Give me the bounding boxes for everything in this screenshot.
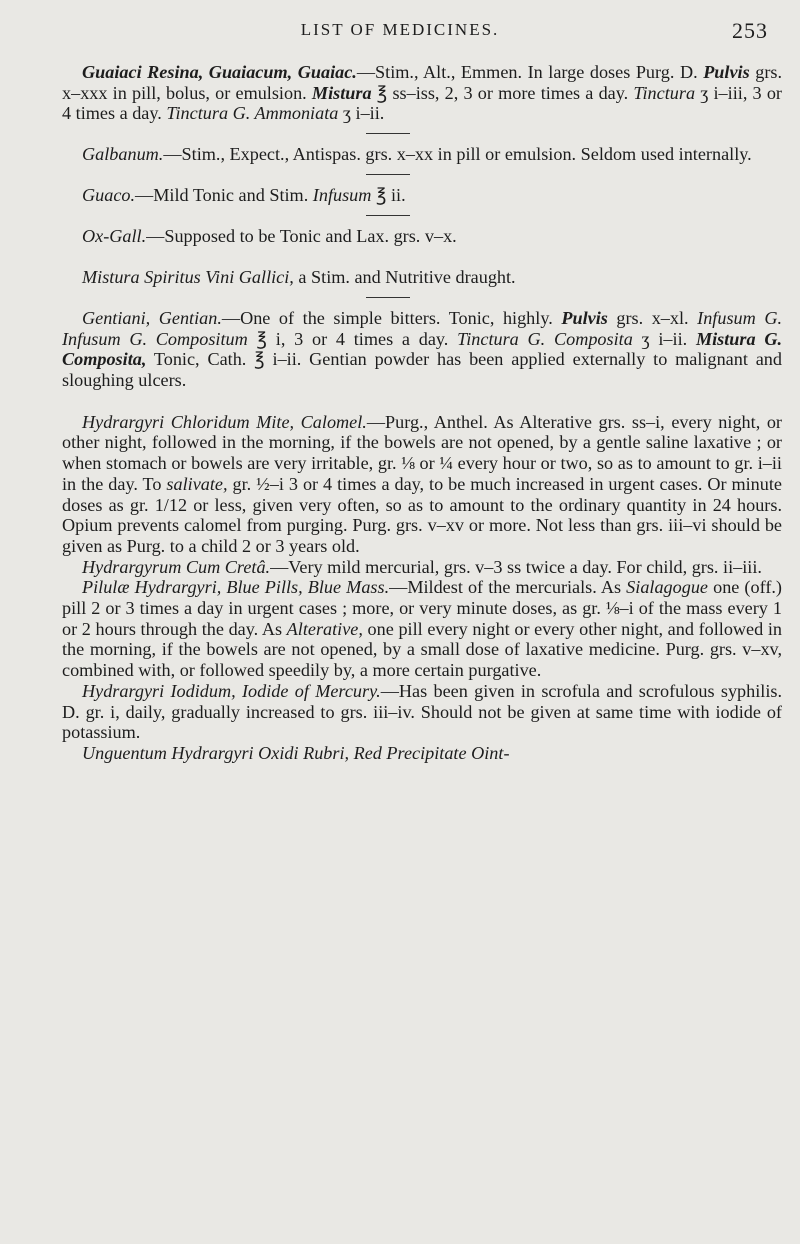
running-title: LIST OF MEDICINES. bbox=[300, 20, 500, 39]
section-divider bbox=[366, 297, 410, 298]
entry-iodide: Hydrargyri Iodidum, Iodide of Mercury.—Has been given in scrofula and scrofulous syphilis. D. gr. i, daily, gradually increased to grs. iii–iv. Should not be given at same time with iodide of potassium. bbox=[62, 680, 783, 743]
entry-title: Gentiani, Gentian. bbox=[82, 307, 222, 328]
section-divider bbox=[366, 133, 410, 134]
entry-title: Guaco. bbox=[82, 184, 136, 205]
entry-title: Hydrargyri Chloridum Mite, Calomel. bbox=[82, 411, 367, 432]
entry-galbanum: Galbanum.—Stim., Expect., Antispas. grs. x–xx in pill or emulsion. Seldom used internally. bbox=[82, 144, 752, 165]
entry-guaiac: Guaiaci Resina, Guaiacum, Guaiac.—Stim., Alt., Emmen. In large doses Purg. D. Pulvis grs. x–xxx in pill, bolus, or emulsion. Mistura ℥ ss–iss, 2, 3 or more times a day. Tinctura ʒ i–iii, 3 or 4 times a day. Tinctura G. Ammoniata ʒ i–ii. bbox=[62, 62, 782, 124]
entry-calomel: Hydrargyri Chloridum Mite, Calomel.—Purg., Anthel. As Alterative grs. ss–i, every night, or other night, followed in the morning, if the bowels are not opened, by a gentle saline laxative ; or when stomach or bowels are very irritable, gr. ⅛ or ¼ every hour or two, so as to amount to gr. i–ii in the day. To salivate, gr. ½–i 3 or 4 times a day, to be much increased in urgent cases. Or minute doses as gr. 1/12 or less, given very often, so as to amount to the ordinary quantity in 24 hours. Opium prevents calomel from purging. Purg. grs. v–xv or more. Not less than grs. iii–vi should be given as Purg. to a child 2 or 3 years old. bbox=[62, 411, 782, 556]
entry-creta: Hydrargyrum Cum Cretâ.—Very mild mercurial, grs. v–3 ss twice a day. For child, grs. ii–iii. bbox=[82, 556, 762, 577]
entry-oxgall: Ox-Gall.—Supposed to be Tonic and Lax. grs. v–x. bbox=[82, 225, 457, 246]
entry-mistura-spiritus: Mistura Spiritus Vini Gallici, a Stim. and Nutritive draught. bbox=[82, 267, 516, 288]
spacer bbox=[62, 246, 782, 267]
entry-title: Hydrargyri Iodidum, Iodide of Mercury. bbox=[82, 680, 381, 701]
section-divider bbox=[366, 215, 410, 216]
entry-title: Guaiaci Resina, Guaiacum, Guaiac. bbox=[82, 62, 357, 82]
section-divider bbox=[366, 174, 410, 175]
entry-gentian: Gentiani, Gentian.—One of the simple bitters. Tonic, highly. Pulvis grs. x–xl. Infusum G. Infusum G. Compositum ℥ i, 3 or 4 times a day. Tinctura G. Composita ʒ i–ii. Mistura G. Composita, Tonic, Cath. ℥ i–ii. Gentian powder has been applied externally to malignant and sloughing ulcers. bbox=[62, 307, 783, 391]
entry-title: Ox-Gall. bbox=[82, 225, 147, 246]
page-number: 253 bbox=[732, 18, 768, 43]
entry-title: Unguentum Hydrargyri Oxidi Rubri, Red Precipitate Oint- bbox=[82, 742, 510, 763]
entry-title: Galbanum. bbox=[82, 144, 164, 165]
page-header bbox=[0, 18, 800, 48]
entry-title: Hydrargyrum Cum Cretâ. bbox=[82, 556, 271, 577]
spacer bbox=[62, 391, 782, 412]
entry-unguentum bbox=[62, 743, 782, 764]
page-body bbox=[62, 62, 782, 764]
entry-title: Pilulæ Hydrargyri, Blue Pills, Blue Mass. bbox=[82, 577, 390, 598]
entry-guaco: Guaco.—Mild Tonic and Stim. Infusum ℥ ii. bbox=[82, 184, 406, 205]
entry-title: Mistura Spiritus Vini Gallici, bbox=[82, 267, 294, 288]
entry-blue-pills: Pilulæ Hydrargyri, Blue Pills, Blue Mass.—Mildest of the mercurials. As Sialagogue one (off.) pill 2 or 3 times a day in urgent cases ; more, or very minute doses, as gr. ⅛–i of the mass every 1 or 2 hours through the day. As Alterative, one pill every night or every other night, and followed in the morning, if the bowels are not opened, by a small dose of laxative medicine. Purg. grs. v–xv, combined with, or followed speedily by, a more certain purgative. bbox=[62, 577, 782, 681]
